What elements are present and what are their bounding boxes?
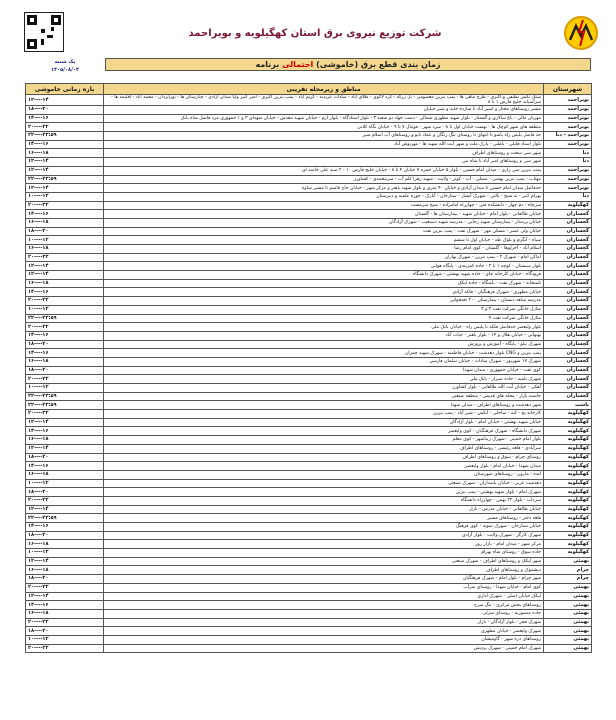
cell-time: ۱۰----۱۲ (26, 305, 104, 314)
table-row (26, 184, 592, 193)
cell-city: کهگیلویه (544, 462, 592, 471)
cell-area: لنده - مارون - روستاهای شهرستان (104, 470, 544, 479)
cell-city: کهگیلویه (544, 540, 592, 549)
cell-city: باشت (544, 401, 592, 410)
table-row (26, 523, 592, 532)
cell-area: دیشموک و روستاهای اطراف (104, 566, 544, 575)
qr-code-icon (24, 12, 64, 52)
cell-area: بلوار ولیعصر حدفاصل فلکه تا پلیس راه - خیابان بانک ملی (104, 323, 544, 332)
table-row (26, 627, 592, 636)
cell-area: بهرام کبیر - ته شیخ - یالتی - شهرک آبشار - ستارخان - آبارک - جوزه علمیه و دبیرستان (104, 192, 544, 201)
cell-time: ۲۲----۲۳:۵۹ (26, 392, 104, 401)
cell-time: ۱۴----۱۶ (26, 523, 104, 532)
cell-city: بویراحمد (544, 123, 592, 132)
table-row (26, 531, 592, 540)
cell-area: شهرک فجر - بلوار آزادگان - بازار (104, 618, 544, 627)
table-row (26, 227, 592, 236)
table-row (26, 140, 592, 149)
cell-city: گچساران (544, 357, 592, 366)
cell-time: ۱۶----۱۸ (26, 540, 104, 549)
cell-time: ۱۲----۱۴ (26, 444, 104, 453)
table-row (26, 557, 592, 566)
cell-time: ۱۲----۱۴ (26, 557, 104, 566)
cell-area: روستاهای بخش مرکزی - تنگ سرخ (104, 601, 544, 610)
cell-time: ۲۰----۲۲ (26, 410, 104, 419)
cell-area: پمپ بنزین سی زاری - میدان امام حسین - بلوار ۵ خیابان حمزه ۷ خیابان ۴ تا ۸ - خیابان خلیج فارس ۱۰ - ۲ سید علی خامنه ای (104, 166, 544, 175)
cell-time: ۲۰----۲۲ (26, 496, 104, 505)
cell-area: سیاه - آبگرم و بلوک طه - خیابان اول تا ششم (104, 236, 544, 245)
cell-time: ۱۲----۱۴ (26, 158, 104, 167)
table-row (26, 210, 592, 219)
company-title: شرکت توزیع نیروی برق استان کهگیلویه و بویراحمد (188, 28, 442, 39)
cell-area: قلعه دختر - روستاهای مسیر (104, 514, 544, 523)
cell-city: کهگیلویه (544, 505, 592, 514)
cell-time: ۱۲----۱۴ (26, 95, 104, 106)
cell-area: خیابان ولی عصر - مسکن مهر - شهرک نفت - پمپ بنزین نفت (104, 227, 544, 236)
table-row (26, 505, 592, 514)
cell-city: بویراحمد - دنا (544, 132, 592, 141)
cell-time: ۲۰----۲۲ (26, 618, 104, 627)
cell-time: ۱۴----۱۶ (26, 427, 104, 436)
cell-time: ۱۶----۱۸ (26, 357, 104, 366)
cell-time: ۱۲----۱۴ (26, 418, 104, 427)
table-row (26, 262, 592, 271)
cell-time: ۲۲----۲۳:۵۹ (26, 132, 104, 141)
cell-area: بلوار امام خمینی - شهرک زیباشهر - کوی معلم (104, 436, 544, 445)
cell-city: بهمئی (544, 557, 592, 566)
cell-time: ۲۲----۲۳:۵۹ (26, 401, 104, 410)
table-row (26, 201, 592, 210)
cell-area: روستاهای دره شهر - گاومیشان (104, 635, 544, 644)
cell-time: ۱۶----۱۸ (26, 218, 104, 227)
cell-time: ۱۰----۱۲ (26, 635, 104, 644)
outage-schedule-table (25, 83, 592, 653)
cell-area: خیابان طالقانی - بلوار امام - خیابان شهید - بیمارستان ها - گلستان (104, 210, 544, 219)
table-row (26, 245, 592, 254)
cell-city: بویراحمد (544, 184, 592, 193)
table-row (26, 575, 592, 584)
cell-city: بهمئی (544, 627, 592, 636)
cell-time: ۲۰----۲۲ (26, 583, 104, 592)
cell-time: ۱۸----۲۰ (26, 106, 104, 115)
table-row (26, 305, 592, 314)
cell-area: اسلام آباد - آجرلوها - گلستان - کوی امام رضا (104, 245, 544, 254)
cell-area: شهرک نیلو - پایگاه - آموزش و پرورش (104, 340, 544, 349)
cell-area: شهرک تلمبه - جاده شیراز - بانک ملی (104, 375, 544, 384)
cell-area: روستای چرام - سوق و روستاهای اطراف (104, 453, 544, 462)
table-row (26, 549, 592, 558)
cell-area: شهرک ولیعصر - خیابان مطهری (104, 627, 544, 636)
cell-city: گچساران (544, 375, 592, 384)
cell-city: کهگیلویه (544, 201, 592, 210)
cell-area: میدان شهدا - خیابان امام - بلوار ولیعصر (104, 462, 544, 471)
cell-time: ۱۲----۱۴ (26, 166, 104, 175)
table-row (26, 479, 592, 488)
cell-area: منازل خانگی شرکت نفت ۲ و ۳ (104, 305, 544, 314)
cell-city: دنا (544, 192, 592, 201)
banner-prefix: برنامه (255, 60, 280, 69)
cell-area: بلوار سیستان - کوچه ۱ تا ۲ - جاده کمربندی - پایگاه هوایی (104, 262, 544, 271)
cell-city: بهمئی (544, 635, 592, 644)
cell-area: مهریان مالی - باغ سالاری و گستنار - بلوار شهید مطهری شمالی - دشت جهاد دو شعبه ۳ - بلوار استادگاه - بلوار ارم - خیابان شهید مقدس - خیابان شهدای ۳ و ۱ جمهوری مرد فاضل شاه بانک (104, 114, 544, 123)
cell-city: کهگیلویه (544, 479, 592, 488)
cell-time: ۱۴----۱۶ (26, 601, 104, 610)
table-row (26, 218, 592, 227)
cell-city: گچساران (544, 297, 592, 306)
table-row (26, 540, 592, 549)
table-row (26, 236, 592, 245)
table-row (26, 166, 592, 175)
cell-time: ۱۴----۱۶ (26, 349, 104, 358)
table-row (26, 592, 592, 601)
cell-city: گچساران (544, 366, 592, 375)
cell-area: کارخانه یخ - کنه - ساحلی - آبکش - شیر آباد - پمپ بنزین (104, 410, 544, 419)
cell-city: بهمئی (544, 601, 592, 610)
table-row (26, 635, 592, 644)
cell-city: بویراحمد (544, 114, 592, 123)
table-row (26, 514, 592, 523)
cell-area: حاشیه بازار - محله های قدیمی - منطقه صنعتی (104, 392, 544, 401)
banner-suffix: زمان بندی قطع برق (خاموشی) (316, 60, 441, 69)
cell-time: ۲۲----۲۳:۵۹ (26, 175, 104, 184)
cell-city: دنا (544, 149, 592, 158)
cell-time: ۱۴----۱۶ (26, 140, 104, 149)
table-row (26, 453, 592, 462)
cell-area: منطقه های شهر کوچک ها - نهضت خیابان اول تا ۸ - سرد شهر - فوتبال ۷ تا ۹ - خیابان نگاه کلانی (104, 123, 544, 132)
cell-area: مهتاب - پمپ بنزین بهمنی - مصلی - آب - کوثر - ولایت - شهید زهرا کلم آب - سرمحمدی - کشاورز (104, 175, 544, 184)
cell-area: شهرک امام - بلوار شهید بهشتی - پمپ بنزین (104, 488, 544, 497)
table-row (26, 340, 592, 349)
cell-area: مدرسه شاهد دبستان - بیمارستان ۲۰۰ تختخوابی (104, 297, 544, 306)
cell-city: گچساران (544, 271, 592, 280)
electricity-company-logo-icon (562, 14, 600, 52)
table-row (26, 279, 592, 288)
table-row (26, 192, 592, 201)
cell-city: گچساران (544, 210, 592, 219)
cell-city: گچساران (544, 349, 592, 358)
cell-time: ۱۸----۲۰ (26, 488, 104, 497)
cell-city: گچساران (544, 288, 592, 297)
table-row (26, 114, 592, 123)
cell-city: گچساران (544, 262, 592, 271)
table-row (26, 175, 592, 184)
cell-time: ۱۶----۱۸ (26, 149, 104, 158)
cell-time: ۱۸----۲۰ (26, 366, 104, 375)
table-row (26, 271, 592, 280)
cell-area: شهر لیکک و روستاهای اطراف - شهرک صنعتی (104, 557, 544, 566)
cell-area: سرآبادی - قلعه رئیسی - روستاهای اطراف (104, 444, 544, 453)
cell-time: ۱۶----۱۸ (26, 470, 104, 479)
cell-area: خیابان ستارخان - شهرک نمونه - کوی فرهنگ (104, 523, 544, 532)
table-row (26, 418, 592, 427)
cell-area: فرودگاه - خیابان کارخانه چای - جاده شهید بهشتی - شهرک دانشگاه (104, 271, 544, 280)
schedule-banner (105, 58, 591, 71)
cell-city: کهگیلویه (544, 496, 592, 505)
cell-city: گچساران (544, 305, 592, 314)
table-row (26, 436, 592, 445)
cell-area: مرکز شهر - میدان امام - بازار روز (104, 540, 544, 549)
cell-city: گچساران (544, 236, 592, 245)
cell-area: خیابان پرستار - بیمارستان شهید رجایی - مدرسه شهید دستغیب - شهرک آزادگان (104, 218, 544, 227)
cell-area: کوی نفت - خیابان جمهوری - میدان شهدا (104, 366, 544, 375)
cell-time: ۲۰----۲۲ (26, 297, 104, 306)
cell-area: شهر سی و روستاهای امیر آباد تا شاه بنی (104, 158, 544, 167)
cell-city: کهگیلویه (544, 410, 592, 419)
table-row (26, 323, 592, 332)
cell-time: ۱۴----۱۶ (26, 288, 104, 297)
cell-area: آهکی - خیابان آیت الله طالقانی - بلوار کشاورز (104, 384, 544, 393)
table-row (26, 410, 592, 419)
cell-city: چرام (544, 575, 592, 584)
cell-city: کهگیلویه (544, 418, 592, 427)
table-row (26, 158, 592, 167)
table-row (26, 488, 592, 497)
table-row (26, 106, 592, 115)
cell-time: ۲۰----۲۲ (26, 644, 104, 653)
cell-area: سرچاه - دم چهار - دانشکده فنی - چهارراه امامزاده - شیخ سرمست (104, 201, 544, 210)
table-row (26, 95, 592, 106)
cell-area: خیابان شهید بهشتی - خیابان امام - بلوار آزادگان (104, 418, 544, 427)
cell-area: حد فاصل پلیس راه باشو تا انتهای تا روستای تنگ رنگان و عماد نانو و روستاهای آب اسلام شیر (104, 132, 544, 141)
header-city: شهرستان (544, 84, 592, 95)
table-row (26, 132, 592, 141)
cell-area: شهرک دانشگاه - شهرک فرهنگیان - کوی ولیعصر (104, 427, 544, 436)
table-row (26, 462, 592, 471)
cell-area: شهرک کارگر - شهرک ولایت - بلوار آزادی (104, 531, 544, 540)
cell-area: مسیر روستاهای مختار و اسپر آباد تا شازده خلبه و شیر جیلیان (104, 106, 544, 115)
cell-city: گچساران (544, 323, 592, 332)
cell-time: ۱۲----۱۴ (26, 184, 104, 193)
cell-city: بهمئی (544, 644, 592, 653)
cell-area: شهر دهدشت و روستاهای اطراف - میدان شهدا (104, 401, 544, 410)
cell-time: ۲۰----۲۲ (26, 201, 104, 210)
cell-area: جاده منصوریه - روستای سرلی (104, 609, 544, 618)
cell-city: کهگیلویه (544, 514, 592, 523)
cell-time: ۱۸----۲۰ (26, 340, 104, 349)
table-row (26, 601, 592, 610)
table-row (26, 331, 592, 340)
cell-time: ۱۶----۱۸ (26, 566, 104, 575)
cell-time: ۱۰----۱۲ (26, 192, 104, 201)
document-header (0, 0, 616, 58)
table-row (26, 357, 592, 366)
date-block (26, 58, 104, 82)
cell-time: ۱۰----۱۲ (26, 549, 104, 558)
table-row (26, 496, 592, 505)
cell-time: ۱۸----۲۰ (26, 227, 104, 236)
table-row (26, 427, 592, 436)
cell-area: اماکن امام - شهرک ۲ - پمپ بنزین - شهرک بهاران (104, 253, 544, 262)
cell-time: ۱۴----۱۶ (26, 210, 104, 219)
cell-city: کهگیلویه (544, 470, 592, 479)
cell-city: بویراحمد (544, 166, 592, 175)
cell-time: ۲۰----۲۲ (26, 253, 104, 262)
table-row (26, 566, 592, 575)
cell-city: گچساران (544, 227, 592, 236)
cell-time: ۱۰----۱۲ (26, 479, 104, 488)
banner-highlight: احتمالی (282, 60, 314, 69)
cell-time: ۲۰----۲۲ (26, 123, 104, 132)
cell-area: تلمبخانه - شهرک نفت - باشگاه - جاده لیکک (104, 279, 544, 288)
cell-time: ۱۴----۱۶ (26, 114, 104, 123)
cell-city: گچساران (544, 340, 592, 349)
cell-area: شهر سی سخت و روستاهای اطراف (104, 149, 544, 158)
table-row (26, 470, 592, 479)
cell-city: چرام (544, 566, 592, 575)
cell-area: شهرک امام خمینی - شهرک پردیس (104, 644, 544, 653)
cell-city: بهمئی (544, 592, 592, 601)
cell-city: گچساران (544, 279, 592, 288)
cell-time: ۲۰----۲۲ (26, 323, 104, 332)
cell-area: سنگ تکش نظیفی و اکبری - طرح ماهی ها - پمپ بنزین معصومی - بل زرگه - گرد لاکوی - طلای آباد - سادات عزیدیه - کریم آباد - پمپ بنزین اکبری - امیر کبیر ولیا میدان آزادی - چنارستان ها - نورایزدان - محمد آباد - اقلیمه ها - سرآسیابه خلیج فارس ۱ تا ۸ (104, 95, 544, 106)
cell-city: گچساران (544, 384, 592, 393)
table-row (26, 583, 592, 592)
cell-time: ۲۲----۲۳:۵۹ (26, 514, 104, 523)
cell-city: کهگیلویه (544, 488, 592, 497)
cell-city: بهمئی (544, 609, 592, 618)
cell-time: ۱۲----۱۴ (26, 505, 104, 514)
cell-time: ۱۰----۱۲ (26, 236, 104, 245)
cell-time: ۱۴----۱۶ (26, 331, 104, 340)
cell-time: ۱۴----۱۶ (26, 462, 104, 471)
table-row (26, 314, 592, 323)
cell-area: خیابان طالقانی - خیابان مدرس - بازار (104, 505, 544, 514)
cell-area: منازل خانگی شرکت نفت ۴ (104, 314, 544, 323)
cell-area: سرداب - بلوار ۲۲ بهمن - چهارراه دانشگاه (104, 496, 544, 505)
day-label: یک شنبه (54, 59, 76, 65)
table-row (26, 609, 592, 618)
cell-area: شهر چرام - بلوار امام - شهرک فرهنگیان (104, 575, 544, 584)
table-header-row (26, 84, 592, 95)
cell-time: ۱۸----۲۰ (26, 531, 104, 540)
cell-city: بهمئی (544, 618, 592, 627)
table-row (26, 297, 592, 306)
cell-time: ۲۰----۲۲ (26, 375, 104, 384)
cell-city: کهگیلویه (544, 523, 592, 532)
cell-time: ۲۲----۲۳:۵۹ (26, 314, 104, 323)
table-row (26, 288, 592, 297)
cell-city: دنا (544, 158, 592, 167)
cell-area: خیابان مطهری - شهرک فرهنگیان - فلکه آزادی (104, 288, 544, 297)
cell-time: ۱۶----۱۸ (26, 245, 104, 254)
table-row (26, 149, 592, 158)
cell-area: جاده سوق - روستای شاه بهرام (104, 549, 544, 558)
cell-city: کهگیلویه (544, 549, 592, 558)
cell-city: کهگیلویه (544, 436, 592, 445)
cell-time: ۱۸----۲۰ (26, 575, 104, 584)
table-row (26, 618, 592, 627)
cell-area: شهرک ۱۷ شهریور - شهرک سادات - خیابان سلمان فارسی (104, 357, 544, 366)
cell-area: بلوار استاد قلیلی - باطنی - پارک ملت و شهر آیت الله شهید ها - مهرنوش آباد (104, 140, 544, 149)
table-row (26, 401, 592, 410)
cell-time: ۱۶----۱۸ (26, 279, 104, 288)
cell-city: گچساران (544, 331, 592, 340)
table-row (26, 375, 592, 384)
cell-city: کهگیلویه (544, 444, 592, 453)
cell-area: پمپ بنزین و CNG بلوار دهدشت - خیابان فاطمیه - شهرک شهید چمران (104, 349, 544, 358)
cell-city: گچساران (544, 392, 592, 401)
cell-area: لیکک خیابان اصلی - شهرک اداری (104, 592, 544, 601)
table-row (26, 366, 592, 375)
table-row (26, 644, 592, 653)
table-row (26, 123, 592, 132)
cell-city: گچساران (544, 253, 592, 262)
cell-area: بهبهانی - خیابان هلال و ۱۴ - بلوار باهنر - حیات آباد (104, 331, 544, 340)
table-row (26, 253, 592, 262)
cell-city: بویراحمد (544, 95, 592, 106)
cell-time: ۱۲----۱۴ (26, 262, 104, 271)
cell-time: ۱۶----۱۸ (26, 609, 104, 618)
cell-area: حدفاصل میدان امام حسین تا میدان آزادی و خیابان ۴۰ متری و بلوار شهید باهنر و مرکز شهر - خیابان حاج قاسم تا مسیر ساوه (104, 184, 544, 193)
cell-area: دهدشت غربی - خیابان پاسداران - شهرک صنعتی (104, 479, 544, 488)
cell-city: بویراحمد (544, 106, 592, 115)
table-row (26, 392, 592, 401)
cell-city: بویراحمد (544, 140, 592, 149)
cell-city: گچساران (544, 218, 592, 227)
cell-city: بهمئی (544, 583, 592, 592)
header-area: مناطق و زیرمحله تفریبی (104, 84, 544, 95)
cell-city: گچساران (544, 314, 592, 323)
cell-city: کهگیلویه (544, 427, 592, 436)
cell-city: گچساران (544, 245, 592, 254)
cell-time: ۱۰----۱۲ (26, 384, 104, 393)
cell-area: کوی امام - خیابان شهدا - روستای سرآب (104, 583, 544, 592)
table-row (26, 444, 592, 453)
cell-city: بویراحمد (544, 175, 592, 184)
cell-time: ۱۸----۲۰ (26, 453, 104, 462)
cell-city: کهگیلویه (544, 453, 592, 462)
cell-time: ۱۲----۱۴ (26, 592, 104, 601)
cell-city: کهگیلویه (544, 531, 592, 540)
header-time: بازه زمانی خاموشی (26, 84, 104, 95)
table-row (26, 384, 592, 393)
cell-time: ۱۶----۱۸ (26, 436, 104, 445)
cell-time: ۱۸----۲۰ (26, 627, 104, 636)
table-row (26, 349, 592, 358)
date-label: ۱۴۰۵/۰۸/۰۴ (50, 67, 80, 73)
cell-time: ۱۲----۱۴ (26, 271, 104, 280)
